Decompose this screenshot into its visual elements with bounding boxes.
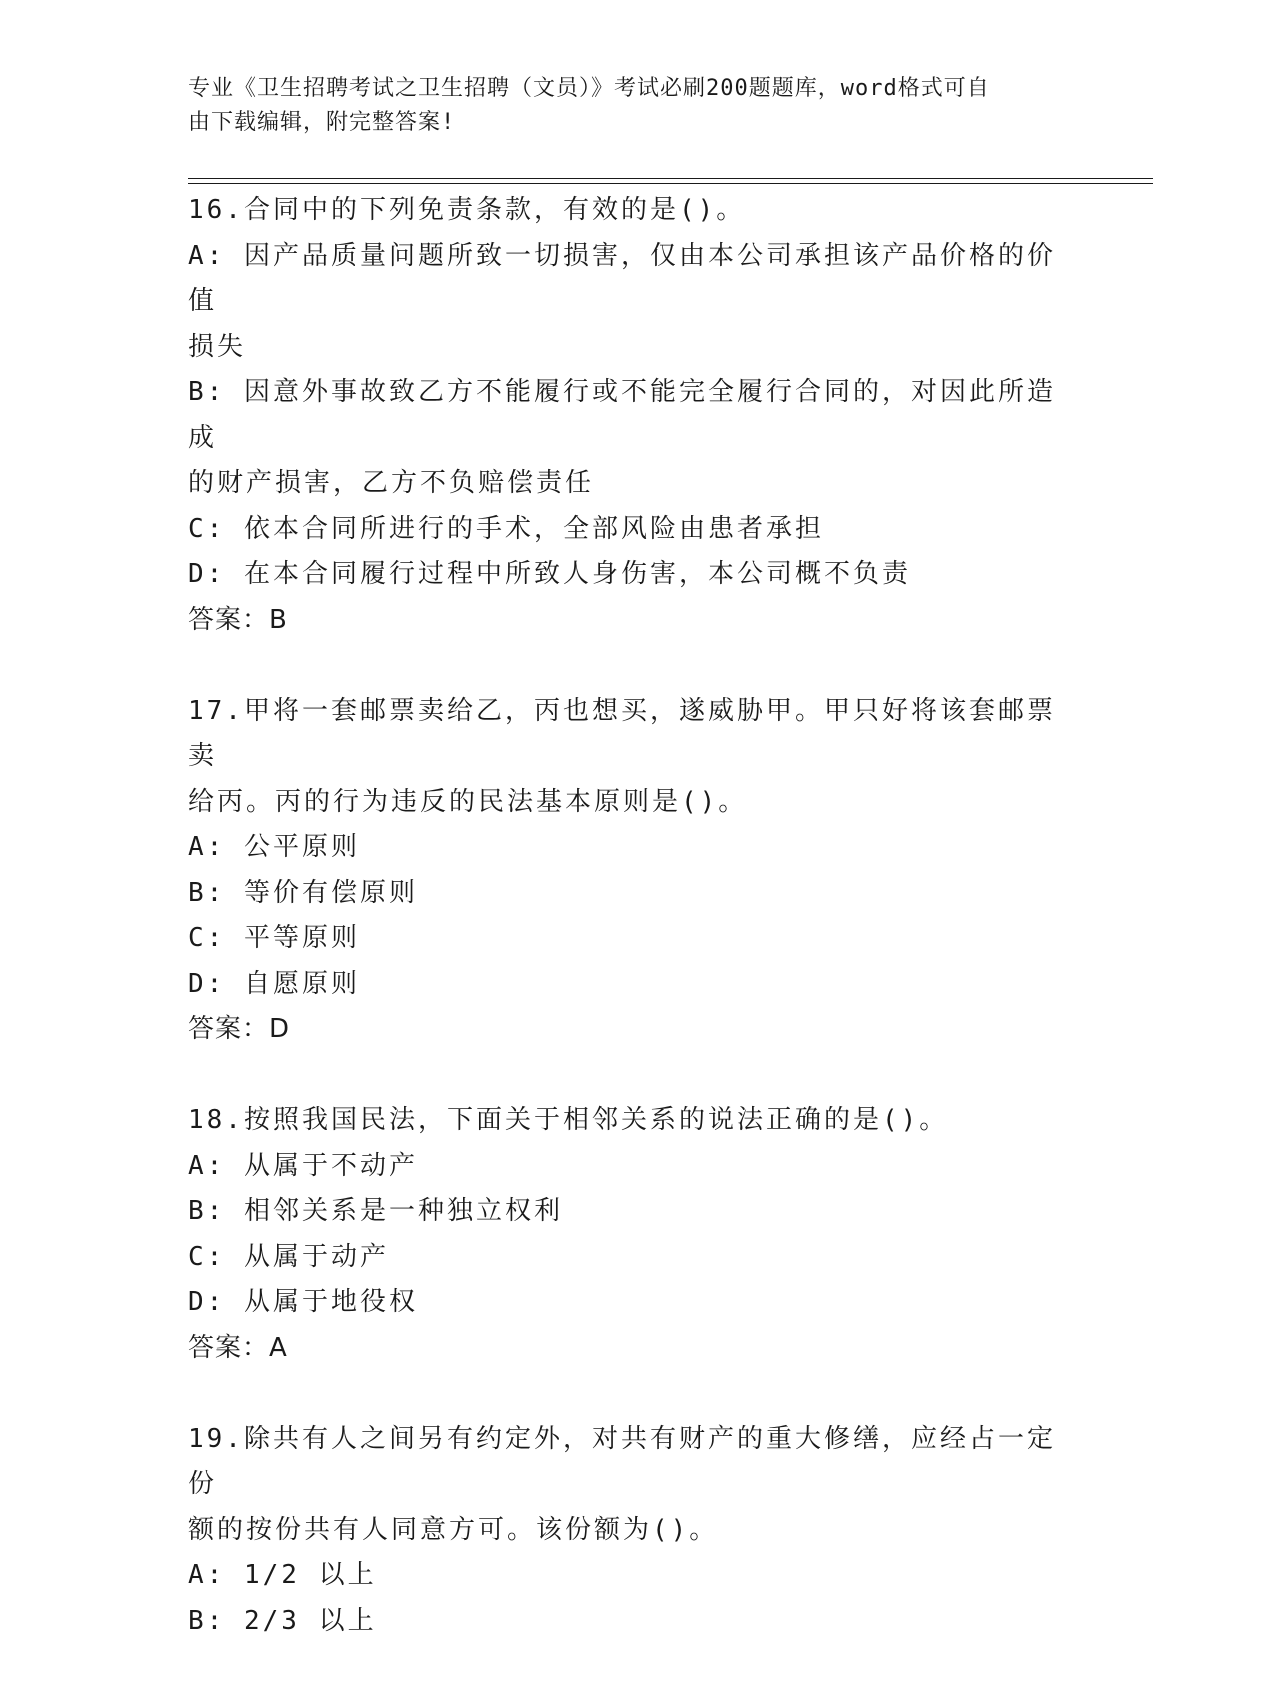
question-17: [188, 689, 1078, 1053]
header-divider: [188, 178, 1153, 179]
question-list: [188, 188, 1078, 1690]
answer-line: 答案：B: [188, 604, 288, 635]
option-a: A: 1/2 以上: [188, 1560, 377, 1590]
option-b: B: 相邻关系是一种独立权利: [188, 1196, 563, 1226]
answer-line: 答案：D: [188, 1014, 291, 1044]
option-c: C: 依本合同所进行的手术，全部风险由患者承担: [188, 513, 824, 544]
question-18: [188, 1098, 1078, 1371]
header-line: 由下载编辑，附完整答案!: [188, 110, 456, 135]
question-text: 18.按照我国民法，下面关于相邻关系的说法正确的是()。: [188, 1105, 949, 1135]
answer-line: 答案：A: [188, 1332, 288, 1363]
option-d: D: 自愿原则: [188, 968, 360, 999]
option-a: A: 因产品质量问题所致一切损害，仅由本公司承担该产品价格的价值: [188, 240, 1056, 316]
option-b: B: 等价有偿原则: [188, 877, 418, 908]
header-divider: [188, 183, 1153, 184]
option-c: C: 从属于动产: [188, 1241, 389, 1272]
option-c: C: 平等原则: [188, 923, 360, 953]
header-line: 专业《卫生招聘考试之卫生招聘（文员）》考试必刷200题题库，word格式可自: [188, 76, 990, 101]
option-a: A: 从属于不动产: [188, 1150, 418, 1181]
option-a-continued: 损失: [188, 331, 247, 362]
question-19: [188, 1417, 1078, 1645]
question-text: 16.合同中的下列免责条款，有效的是()。: [188, 195, 746, 225]
document-header: [188, 72, 1068, 140]
question-text-continued: 额的按份共有人同意方可。该份额为()。: [188, 1514, 719, 1545]
question-16: [188, 188, 1078, 643]
option-b-continued: 的财产损害，乙方不负赔偿责任: [188, 468, 595, 498]
option-a: A: 公平原则: [188, 832, 360, 862]
option-b: B: 2/3 以上: [188, 1605, 377, 1636]
option-d: D: 在本合同履行过程中所致人身伤害，本公司概不负责: [188, 559, 911, 589]
option-d: D: 从属于地役权: [188, 1287, 418, 1317]
question-text-continued: 给丙。丙的行为违反的民法基本原则是()。: [188, 786, 748, 817]
option-b: B: 因意外事故致乙方不能履行或不能完全履行合同的，对因此所造成: [188, 377, 1056, 453]
question-text: 19.除共有人之间另有约定外，对共有财产的重大修缮，应经占一定份: [188, 1423, 1056, 1499]
question-text: 17.甲将一套邮票卖给乙，丙也想买，遂威胁甲。甲只好将该套邮票卖: [188, 695, 1056, 771]
